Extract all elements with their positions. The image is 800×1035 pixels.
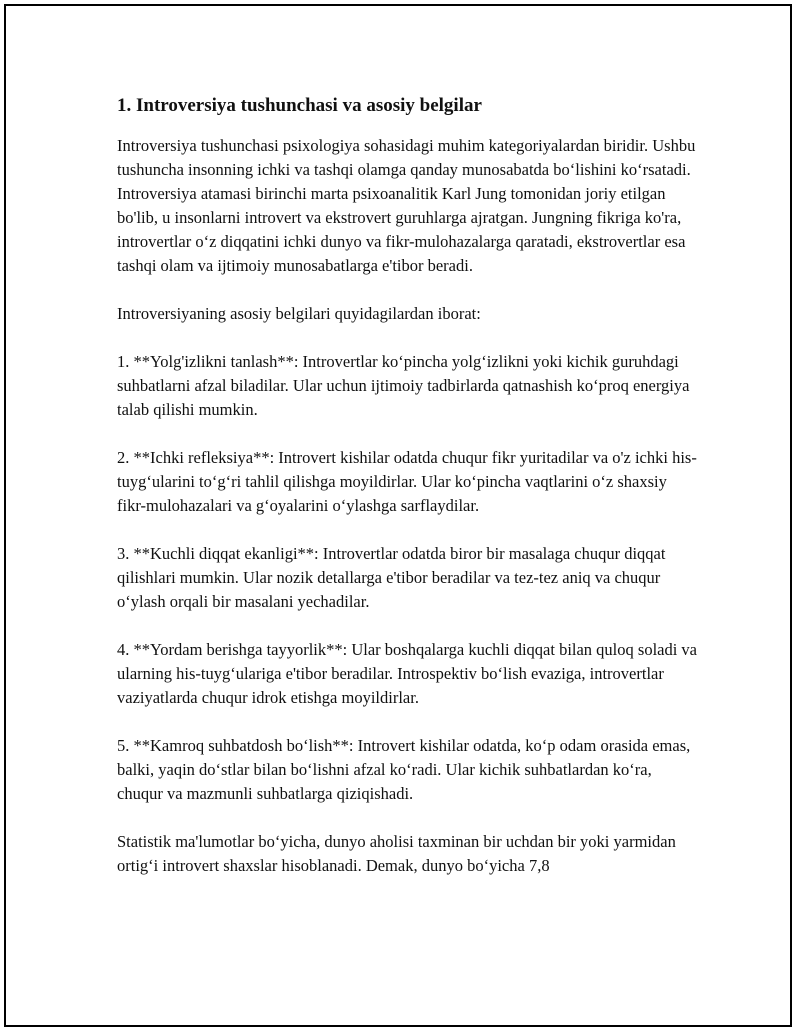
section-heading: 1. Introversiya tushunchasi va asosiy belgilar [117, 95, 482, 116]
paragraph-list-intro: Introversiyaning asosiy belgilari quyidagilardan iborat: [117, 304, 481, 323]
paragraph-intro: Introversiya tushunchasi psixologiya sohasidagi muhim kategoriyalardan biridir. Ushbu tushuncha insonning ichki va tashqi olamga qanday munosabatda bo‘lishini ko‘rsatadi. Introversiya atamasi birinchi marta psixoanalitik Karl Jung tomonidan joriy etilgan bo'lib, u insonlarni introvert va ekstrovert guruhlarga ajratgan. Jungning fikriga ko'ra, introvertlar o‘z diqqatini ichki dunyo va fikr-mulohazalarga qaratadi, ekstrovertlar esa tashqi olam va ijtimoiy munosabatlarga e'tibor beradi. [117, 136, 696, 275]
paragraph-statistics: Statistik ma'lumotlar bo‘yicha, dunyo aholisi taxminan bir uchdan bir yoki yarmidan ortig‘i introvert shaxslar hisoblanadi. Demak, dunyo bo‘yicha 7,8 [117, 832, 676, 875]
list-item-5: 5. **Kamroq suhbatdosh bo‘lish**: Introvert kishilar odatda, ko‘p odam orasida emas, balki, yaqin do‘stlar bilan bo‘lishni afzal ko‘radi. Ular kichik suhbatlardan ko‘ra, chuqur va mazmunli suhbatlarga qiziqishadi. [117, 736, 691, 803]
list-item-4: 4. **Yordam berishga tayyorlik**: Ular boshqalarga kuchli diqqat bilan quloq soladi va ularning his-tuyg‘ulariga e'tibor beradilar. Introspektiv bo‘lish evaziga, introvertlar vaziyatlarda chuqur idrok etishga moyildirlar. [117, 640, 698, 707]
document-body [117, 94, 697, 902]
list-item-2: 2. **Ichki refleksiya**: Introvert kishilar odatda chuqur fikr yuritadilar va o'z ichki his-tuyg‘ularini to‘g‘ri tahlil qilishga moyildirlar. Ular ko‘pincha vaqtlarini o‘z shaxsiy fikr-mulohazalari va g‘oyalarini o‘ylashga sarflaydilar. [117, 448, 697, 515]
list-item-3: 3. **Kuchli diqqat ekanligi**: Introvertlar odatda biror bir masalaga chuqur diqqat qilishlari mumkin. Ular nozik detallarga e'tibor beradilar va tez-tez aniq va chuqur o‘ylash orqali bir masalani yechadilar. [117, 544, 666, 611]
list-item-1: 1. **Yolg'izlikni tanlash**: Introvertlar ko‘pincha yolg‘izlikni yoki kichik guruhdagi suhbatlarni afzal biladilar. Ular uchun ijtimoiy tadbirlarda qatnashish ko‘proq energiya talab qilishi mumkin. [117, 352, 690, 419]
